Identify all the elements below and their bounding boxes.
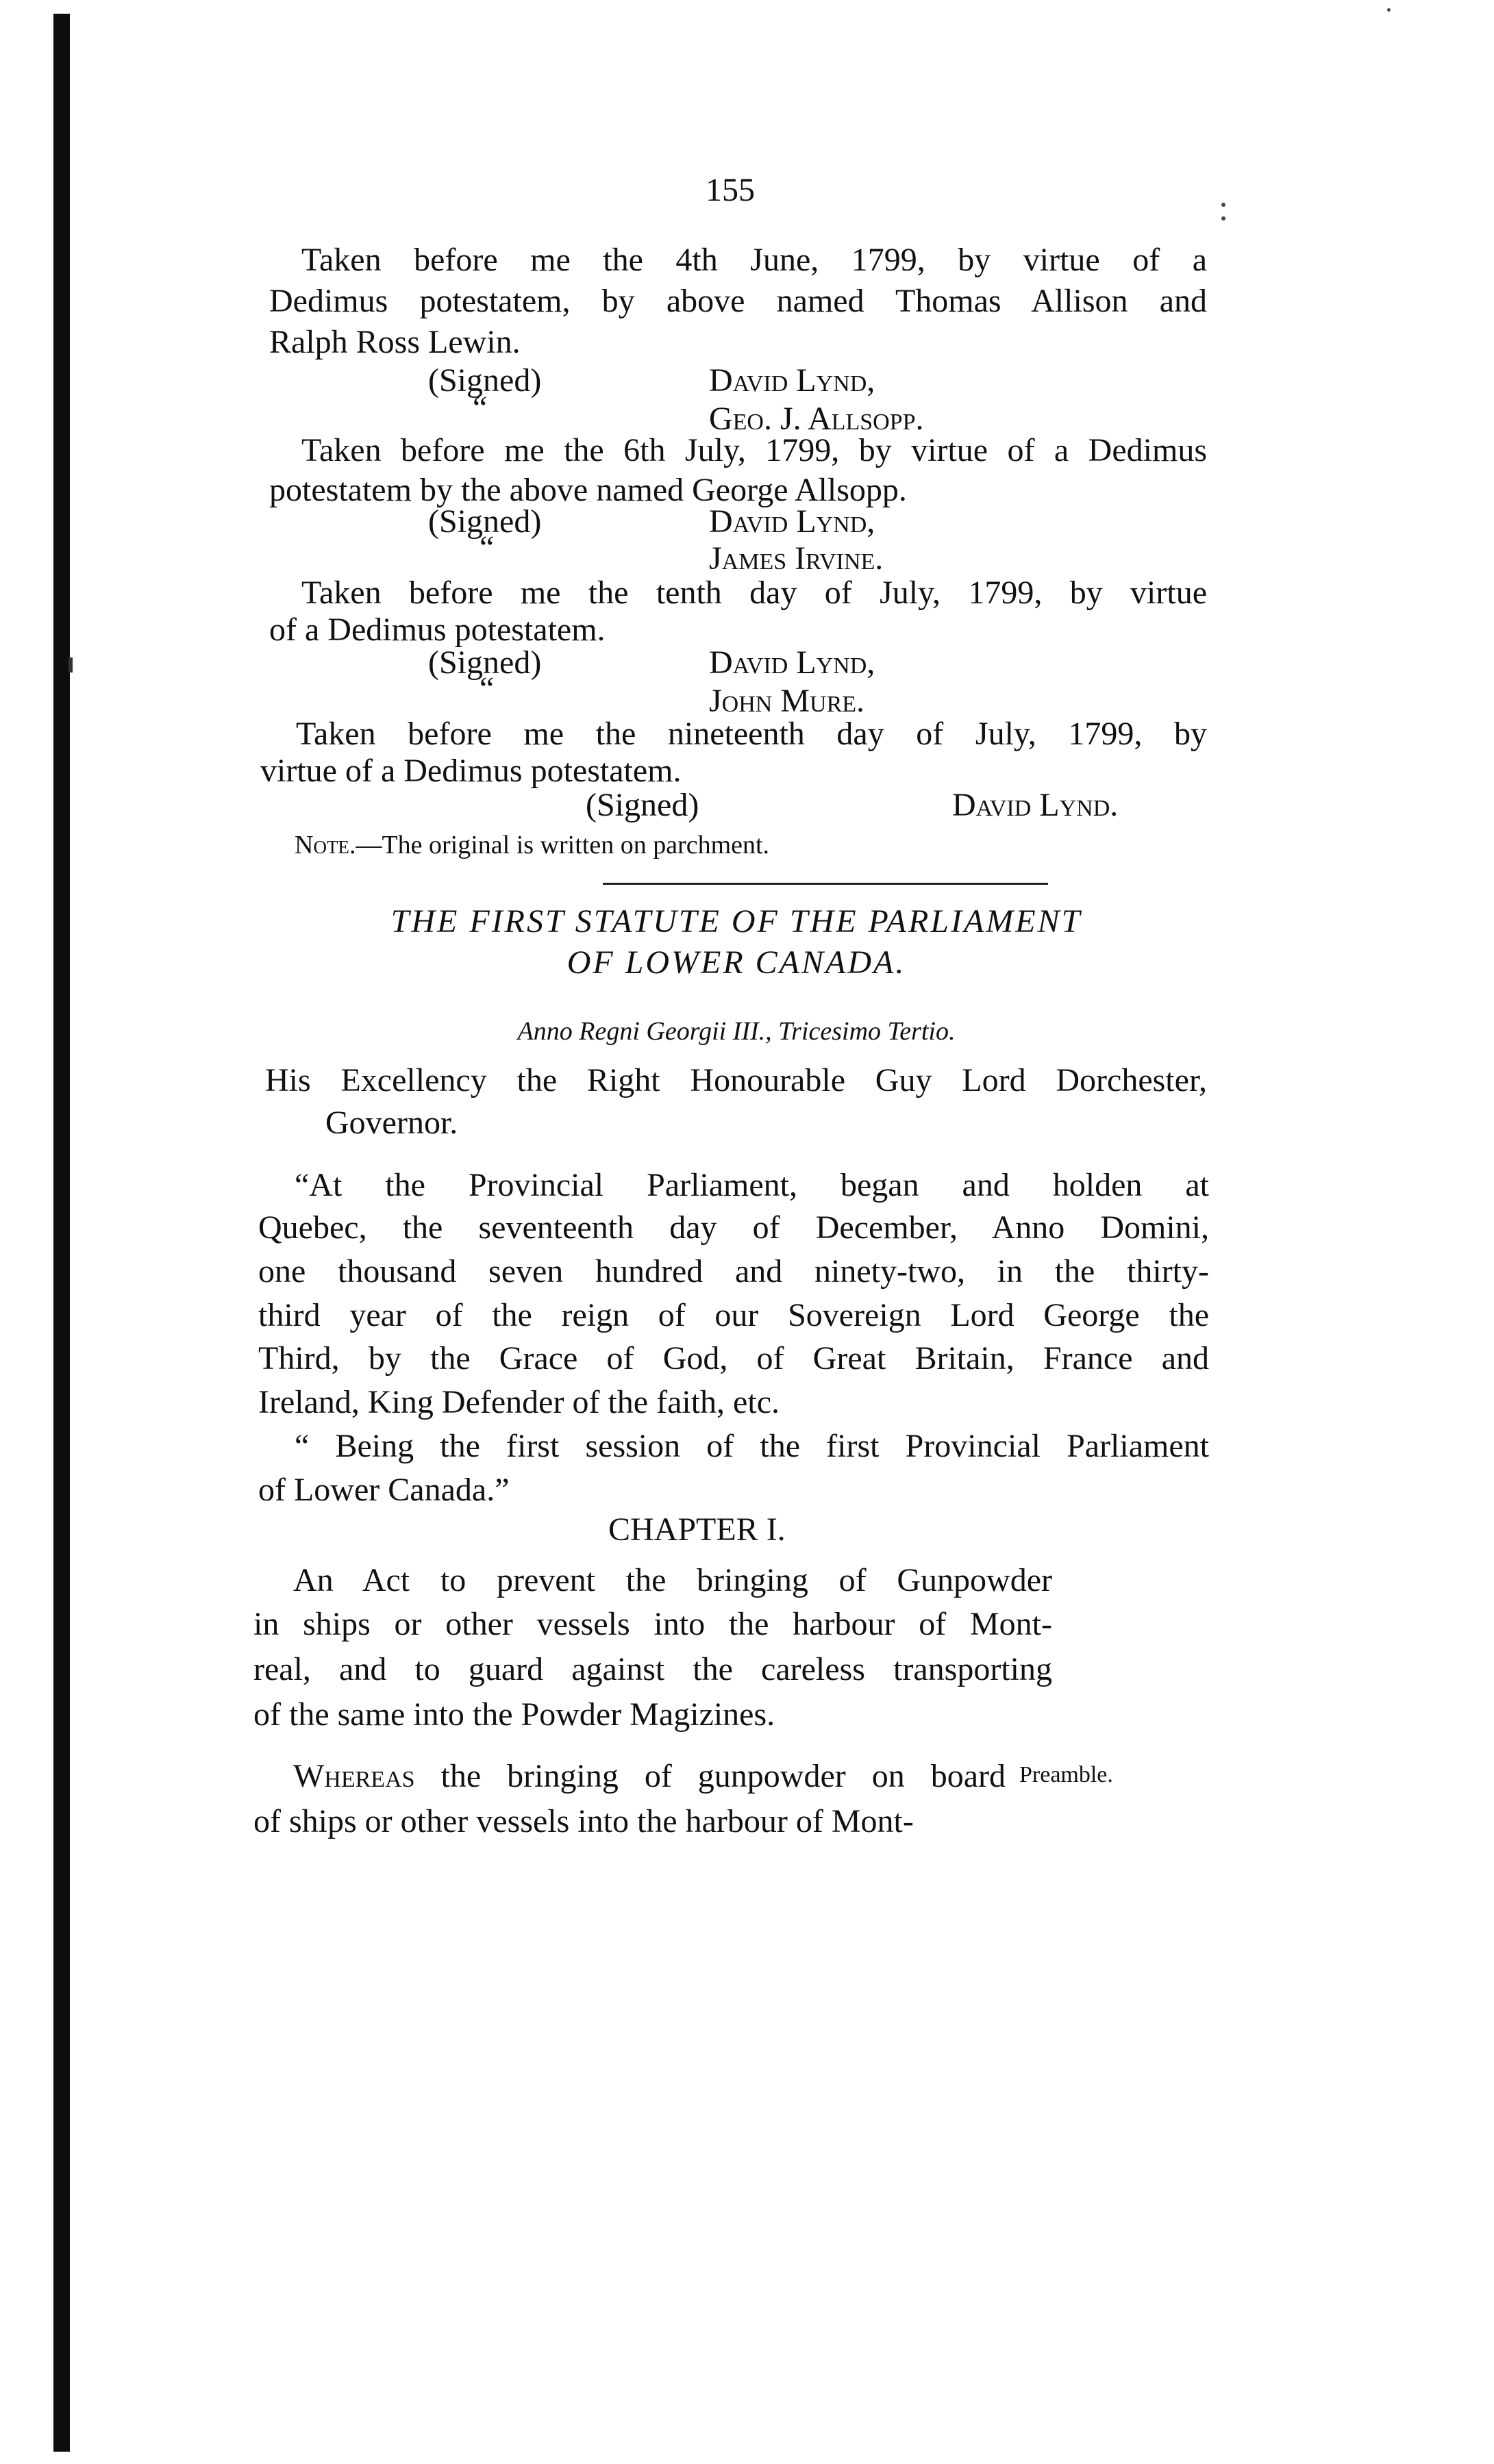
ditto-mark: “ [480, 529, 495, 566]
quote-line: Ireland, King Defender of the faith, etc. [258, 1384, 780, 1420]
act-title-line: of the same into the Powder Magizines. [253, 1696, 775, 1733]
note-text: .—The original is written on parchment. [349, 831, 770, 859]
whereas-line [293, 1757, 1006, 1796]
signed-label: (Signed) [586, 787, 699, 823]
act-title-line: real, and to guard against the careless transporting [253, 1651, 1052, 1687]
statute-heading-line: OF LOWER CANADA. [567, 944, 906, 981]
scan-mark [69, 657, 73, 672]
oath-line: Dedimus potestatem, by above named Thomas Allison and [269, 283, 1207, 319]
session-line: “ Being the first session of the first Provincial Parliament [295, 1428, 1209, 1464]
oath-line: potestatem by the above named George Allsopp. [269, 472, 907, 508]
signatory: David Lynd. [952, 787, 1119, 823]
scan-speck [1221, 216, 1225, 221]
whereas-rest: the bringing of gunpowder on board [440, 1758, 1006, 1794]
oath-line: Ralph Ross Lewin. [269, 324, 521, 360]
signatory: David Lynd, [709, 362, 875, 399]
chapter-heading: CHAPTER I. [608, 1511, 786, 1548]
act-title-line: An Act to prevent the bringing of Gunpowder [293, 1562, 1052, 1598]
ditto-mark: “ [480, 670, 495, 707]
signatory: David Lynd, [709, 503, 875, 540]
quote-line: “At the Provincial Parliament, began and holden at [295, 1167, 1209, 1203]
oath-line: virtue of a Dedimus potestatem. [260, 753, 682, 789]
regnal-year: Anno Regni Georgii III., Tricesimo Tertio. [517, 1017, 956, 1046]
quote-line: Quebec, the seventeenth day of December, Anno Domini, [258, 1209, 1209, 1246]
session-line: of Lower Canada.” [258, 1472, 510, 1508]
oath-line: Taken before me the tenth day of July, 1799, by virtue [301, 575, 1207, 611]
signatory: David Lynd, [709, 644, 875, 681]
whereas-line: of ships or other vessels into the harbour of Mont- [253, 1803, 914, 1839]
witness: James Irvine. [709, 540, 884, 577]
note [295, 826, 769, 864]
note-label: Note [295, 831, 349, 859]
scan-speck [1221, 203, 1225, 207]
signed-label: (Signed) [428, 362, 542, 399]
quote-line: one thousand seven hundred and ninety-two, in the thirty- [258, 1253, 1209, 1290]
ditto-mark: “ [473, 390, 488, 426]
oath-line: Taken before me the nineteenth day of July, 1799, by [296, 716, 1207, 752]
governor-line: Governor. [325, 1105, 458, 1141]
scan-speck [1387, 8, 1391, 12]
section-divider [603, 883, 1048, 885]
act-title-line: in ships or other vessels into the harbour of Mont- [253, 1606, 1052, 1642]
signed-label: (Signed) [428, 644, 542, 681]
witness: John Mure. [709, 683, 865, 719]
page-number: 155 [706, 172, 755, 208]
oath-line: of a Dedimus potestatem. [269, 612, 606, 648]
oath-line: Taken before me the 6th July, 1799, by virtue of a Dedimus [301, 432, 1207, 468]
signed-label: (Signed) [428, 503, 542, 540]
oath-line: Taken before me the 4th June, 1799, by virtue of a [301, 242, 1207, 278]
whereas-word: Whereas [293, 1758, 415, 1794]
witness: Geo. J. Allsopp. [709, 401, 924, 437]
statute-heading-line: THE FIRST STATUTE OF THE PARLIAMENT [390, 903, 1082, 940]
quote-line: third year of the reign of our Sovereign Lord George the [258, 1297, 1209, 1333]
scan-edge-shadow [53, 14, 70, 2452]
margin-note: Preamble. [1019, 1762, 1113, 1787]
quote-line: Third, by the Grace of God, of Great Britain, France and [258, 1340, 1209, 1376]
governor-line: His Excellency the Right Honourable Guy Lord Dorchester, [265, 1062, 1207, 1098]
